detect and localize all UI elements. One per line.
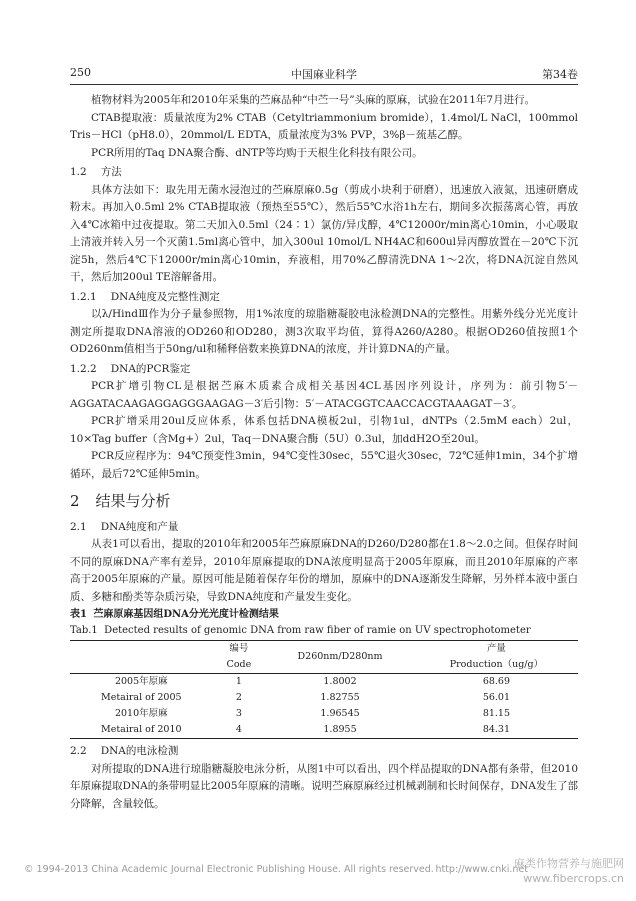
table-label-en: Tab.1 — [70, 625, 98, 636]
table-cell: Metairal of 2005 — [101, 692, 182, 703]
paragraph-primers: PCR扩增引物CL是根据苎麻木质素合成相关基因4CL基因序列设计，序列为：前引物5′－AGGATACAAGAGGAGGGAAGAG－3′后引物：5′－ATACGGTCAACCACGTAAAGAT－3′。 — [70, 380, 578, 410]
section-number: 2.2 — [70, 745, 87, 757]
section-number: 2.1 — [70, 520, 87, 533]
table-header-code: 编号 — [213, 641, 266, 658]
volume-label: 第34卷 — [542, 68, 578, 81]
table-row — [70, 674, 578, 691]
section-heading — [70, 519, 578, 537]
watermark-line: www.fibercrops.cn — [523, 872, 624, 885]
paragraph-reagents: PCR所用的Taq DNA聚合酶、dNTP等均购于天根生化科技有限公司。 — [91, 146, 423, 159]
section-heading — [70, 164, 578, 182]
table-cell: 4 — [213, 722, 266, 739]
table-title-en: Detected results of genomic DNA from raw fiber of ramie on UV spectrophotometer — [104, 625, 531, 636]
section-title: DNA的PCR鉴定 — [110, 362, 191, 375]
watermark-line: 麻类作物营养与施肥网 — [514, 857, 624, 870]
footer-url: http://www.cnki.net — [435, 864, 528, 875]
section-title: 结果与分析 — [95, 492, 171, 510]
table-cell: 1.96545 — [320, 708, 360, 719]
table-cell: 1.82755 — [320, 692, 360, 703]
watermark — [514, 856, 624, 886]
paragraph-electrophoresis: 对所提取的DNA进行琼脂糖凝胶电泳分析，从图1中可以看出，四个样品提取的DNA都有条带，但2010年原麻提取DNA的条带明显比2005年原麻的清晰。说明苎麻原麻经过机械剥制和长时间保存，DNA发生了部分降解，含量较低。 — [70, 762, 578, 810]
table-cell: 1.8955 — [265, 722, 415, 739]
table-cell: 1 — [235, 676, 242, 687]
paragraph-ctab: CTAB提取液：质量浓度为2% CTAB（Cetyltriammonium bromide），1.4mol/L NaCl，100mmol Tris－HCl（pH8.0），20mmol/L EDTA，质量浓度为3% PVP，3%β－巯基乙醇。 — [70, 111, 578, 141]
table-label: 表1 — [70, 609, 87, 620]
table-header-blank — [70, 657, 213, 674]
section-title: DNA纯度及完整性测定 — [110, 290, 220, 303]
table-cell: 2 — [235, 692, 242, 703]
table-header-ratio: D260nm/D280nm — [265, 641, 415, 674]
section-number: 1.2.2 — [70, 362, 97, 375]
section-title: DNA纯度和产量 — [100, 520, 179, 533]
table-cell: 2010年原麻 — [114, 708, 168, 719]
results-table — [70, 640, 578, 739]
section-heading-results — [70, 493, 578, 511]
paragraph-methods: 具体方法如下：取先用无菌水浸泡过的苎麻原麻0.5g（剪成小块利于研磨），迅速放入液氮，迅速研磨成粉末。再加入0.5ml 2% CTAB提取液（预热至55℃），然后55℃水浴1h左右，期间多次振荡离心管，再放入4℃冰箱中过夜提取。第二天加入0.5ml（24∶1）氯仿/异戊醇，4℃12000r/min离心10min，小心吸取上清液并转入另一个灭菌1.5ml离心管中，加入300ul 10mol/L NH4AC和600ul异丙醇放置在－20℃下沉淀5h，然后4℃下12000r/min离心10min，弃液相，用70%乙醇清洗DNA 1～2次，将DNA沉淀自然风干，然后加200ul TE溶解备用。 — [70, 183, 578, 283]
paragraph-results: 从表1可以看出，提取的2010年和2005年苎麻原麻DNA的D260/D280都在1.8～2.0之间。但保存时间不同的原麻DNA产率有差异，2010年原麻提取的DNA浓度明显高于2005年原麻，而且2010年原麻的产率高于2005年原麻的产量。原因可能是随着保存年份的增加，原麻中的DNA逐渐发生降解，另外样本液中蛋白质、多糖和酚类等杂质污染，导致DNA纯度和产量发生变化。 — [70, 538, 578, 603]
table-header-blank — [70, 641, 213, 658]
table-cell: 81.15 — [482, 708, 511, 719]
table-cell: 84.31 — [415, 722, 578, 739]
table-row — [70, 706, 578, 722]
page-number: 250 — [70, 66, 91, 79]
section-number: 2 — [70, 492, 80, 510]
section-heading — [70, 743, 578, 761]
section-number: 1.2.1 — [70, 290, 97, 303]
running-header — [70, 66, 578, 84]
table-caption-en — [70, 624, 578, 638]
journal-title: 中国麻业科学 — [291, 68, 357, 81]
table-cell: 68.69 — [482, 676, 511, 687]
section-heading — [70, 361, 578, 379]
table-cell: 3 — [235, 708, 242, 719]
table-row — [70, 690, 578, 706]
paragraph-purity: 以λ/HindⅢ作为分子量参照物，用1%浓度的琼脂糖凝胶电泳检测DNA的完整性。用紫外线分光光度计测定所提取DNA溶液的OD260和OD280，测3次取平均值，算得A260/A280。根据OD260值按照1个OD260nm值相当于50ng/ul和稀释倍数来换算DNA的浓度，并计算DNA的产量。 — [70, 308, 578, 355]
table-cell: 1.8002 — [323, 676, 357, 687]
table-header-production: 产量 — [415, 641, 578, 658]
copyright-notice: © 1994-2013 China Academic Journal Electronic Publishing House. All rights reserved. — [24, 864, 434, 875]
table-cell: Metairal of 2010 — [70, 722, 213, 739]
paragraph-materials: 植物材料为2005年和2010年采集的苎麻品种“中苎一号”头麻的原麻，试验在2011年7月进行。 — [91, 94, 536, 106]
table-title: 苎麻原麻基因组DNA分光光度计检测结果 — [93, 609, 279, 620]
table-row — [70, 722, 578, 739]
section-title: 方法 — [100, 166, 122, 178]
table-header-code-en: Code — [213, 657, 266, 674]
table-cell: 56.01 — [482, 692, 511, 703]
table-cell: 2005年原麻 — [114, 676, 168, 687]
section-heading — [70, 289, 578, 307]
table-caption-zh — [70, 608, 578, 622]
article-body — [70, 92, 578, 813]
section-title: DNA的电泳检测 — [100, 745, 179, 757]
section-number: 1.2 — [70, 166, 87, 178]
header-rule — [70, 84, 578, 85]
table-header-production-en: Production（ug/g） — [415, 657, 578, 674]
paragraph-pcr-system: PCR扩增采用20ul反应体系，体系包括DNA模板2ul，引物1ul，dNTPs（2.5mM each）2ul，10×Tag buffer（含Mg+）2ul，Taq－DNA聚合酶（5U）0.3ul，加ddH2O至20ul。 — [70, 415, 578, 445]
paragraph-pcr-program: PCR反应程序为：94℃预变性3min，94℃变性30sec，55℃退火30sec，72℃延伸1min，34个扩增循环，最后72℃延伸5min。 — [70, 450, 578, 480]
